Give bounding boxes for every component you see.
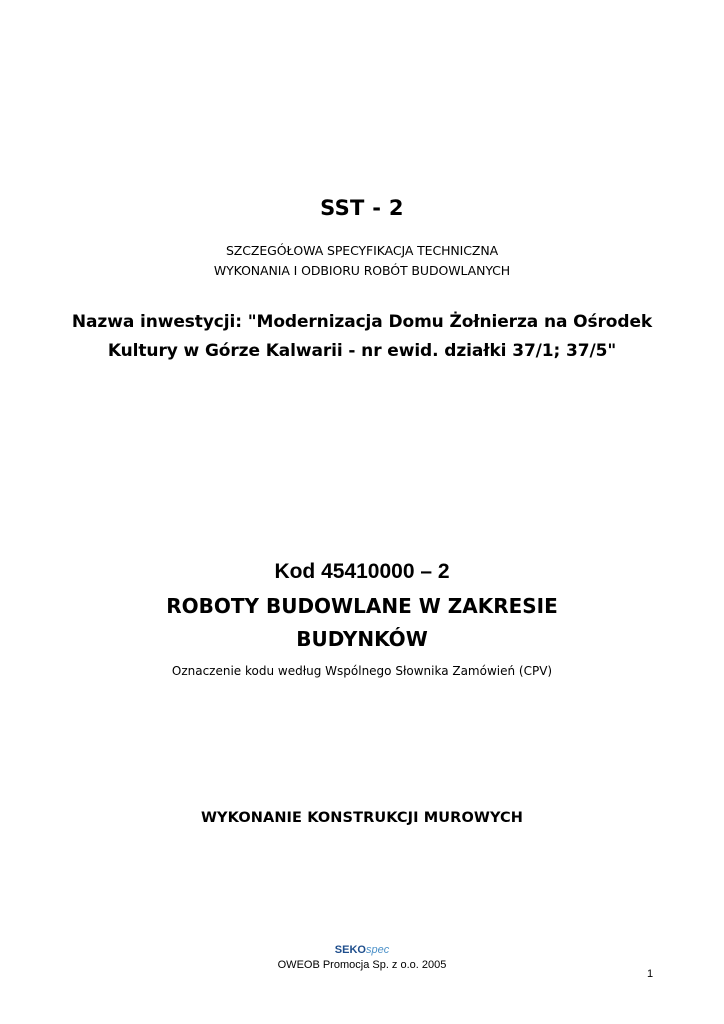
page-number: 1 — [646, 968, 654, 980]
section-title: WYKONANIE KONSTRUKCJI MUROWYCH — [200, 810, 524, 826]
investment-name-line-2: Kultury w Górze Kalwarii - nr ewid. działki 37/1; 37/5" — [107, 341, 617, 361]
sekospec-logo — [0, 944, 724, 956]
logo-spec-text: spec — [365, 944, 390, 956]
logo-seko-text: SEKO — [334, 944, 366, 956]
spec-title-line-2: WYKONANIA I ODBIORU ROBÓT BUDOWLANYCH — [213, 263, 511, 278]
cpv-note: Oznaczenie kodu według Wspólnego Słownika Zamówień (CPV) — [171, 664, 553, 678]
works-category-line-2: BUDYNKÓW — [296, 627, 428, 651]
spec-title-line-1: SZCZEGÓŁOWA SPECYFIKACJA TECHNICZNA — [225, 243, 499, 258]
cpv-code: Kod 45410000 – 2 — [274, 560, 450, 583]
investment-name-line-1: Nazwa inwestycji: "Modernizacja Domu Żołnierza na Ośrodek — [71, 312, 653, 332]
company-footer: OWEOB Promocja Sp. z o.o. 2005 — [277, 959, 447, 971]
works-category-line-1: ROBOTY BUDOWLANE W ZAKRESIE — [166, 594, 558, 618]
document-code: SST - 2 — [320, 196, 404, 220]
